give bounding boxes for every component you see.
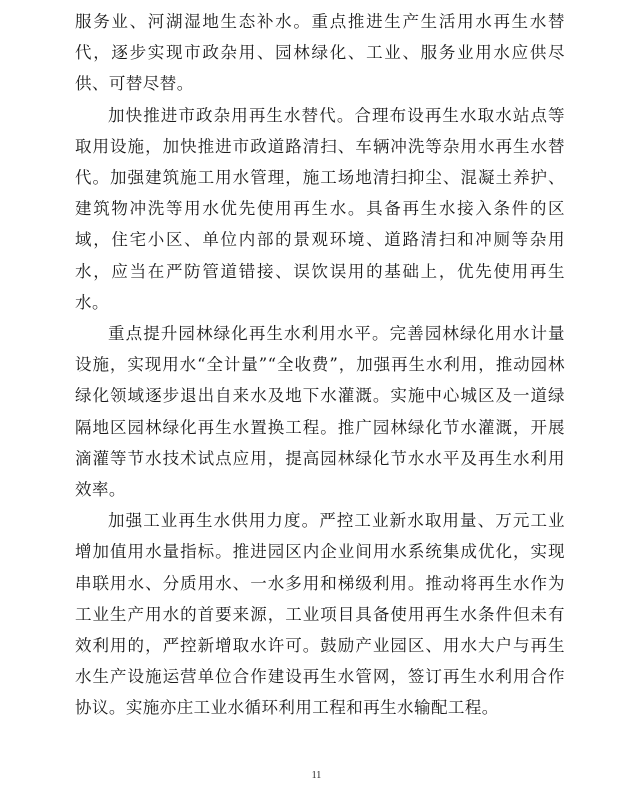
paragraph-continuation: 服务业、河湖湿地生态补水。重点推进生产生活用水再生水替代，逐步实现市政杂用、园林绿化、工业、服务业用水应供尽供、可替尽替。 — [75, 12, 565, 94]
paragraph-landscaping-reuse: 重点提升园林绿化再生水利用水平。完善园林绿化用水计量设施，实现用水“全计量”“全收费”，加强再生水利用，推动园林绿化领域逐步退出自来水及地下水灌溉。实施中心城区及一道绿隔地区园林绿化再生水置换工程。推广园林绿化节水灌溉，开展滴灌等节水技术试点应用，提高园林绿化节水水平及再生水利用效率。 — [75, 324, 565, 500]
paragraph-municipal-reuse: 加快推进市政杂用再生水替代。合理布设再生水取水站点等取用设施，加快推进市政道路清扫、车辆冲洗等杂用水再生水替代。加强建筑施工用水管理，施工场地清扫抑尘、混凝土养护、建筑物冲洗等用水优先使用再生水。具备再生水接入条件的区域，住宅小区、单位内部的景观环境、道路清扫和冲厕等杂用水，应当在严防管道错接、误饮误用的基础上，优先使用再生水。 — [75, 105, 565, 312]
page-number: 11 — [311, 770, 322, 781]
document-body — [75, 6, 565, 724]
paragraph-industrial-reuse: 加强工业再生水供用力度。严控工业新水取用量、万元工业增加值用水量指标。推进园区内企业间用水系统集成优化，实现串联用水、分质用水、一水多用和梯级利用。推动将再生水作为工业生产用水的首要来源，工业项目具备使用再生水条件但未有效利用的，严控新增取水许可。鼓励产业园区、用水大户与再生水生产设施运营单位合作建设再生水管网，签订再生水利用合作协议。实施亦庄工业水循环利用工程和再生水输配工程。 — [75, 511, 565, 718]
